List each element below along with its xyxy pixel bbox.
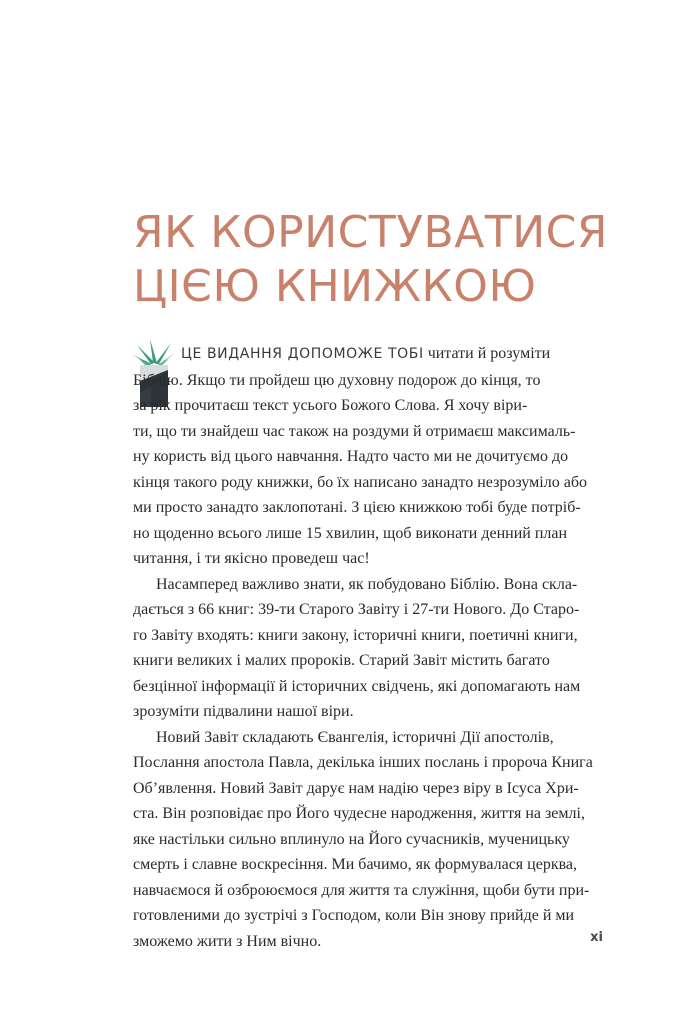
paragraph-line: книги великих і малих пророків. Старий Завіт містить багато [133, 652, 550, 669]
page-number: xi [590, 930, 603, 945]
paragraph-line: навчаємося й озброюємося для життя та служіння, щоби бути при- [133, 881, 590, 899]
paragraph-line: кінця такого роду книжки, бо їх написано занадто незрозуміло або [133, 473, 587, 491]
paragraph-line: дається з 66 книг: 39-ти Старого Завіту і 27-ти Нового. До Старо- [133, 601, 580, 618]
paragraph-line: Послання апостола Павла, декілька інших послань і пророча Книга [133, 754, 593, 771]
paragraph-line: Об’явлення. Новий Завіт дарує нам надію через віру в Ісуса Хри- [133, 779, 579, 797]
paragraph-1 [133, 341, 603, 572]
page-title [133, 206, 673, 314]
paragraph-line: го Завіту входять: книги закону, історичні книги, поетичні книги, [133, 626, 578, 644]
paragraph-line: зрозуміти підвалини нашої віри. [133, 703, 354, 720]
body-text [133, 341, 603, 954]
title-line-1: ЯК КОРИСТУВАТИСЯ [133, 207, 608, 258]
paragraph-line: ста. Він розповідає про Його чудесне народження, життя на землі, [133, 805, 585, 822]
paragraph-line: безцінної інформації й історичних свідчень, які допомагають нам [133, 677, 581, 695]
paragraph-line: ЦЕ ВИДАННЯ ДОПОМОЖЕ ТОБІ читати й розуміти [181, 345, 551, 362]
paragraph-2 [133, 572, 603, 725]
paragraph-line: смерть і славне воскресіння. Ми бачимо, як формувалася церква, [133, 856, 578, 873]
lead-in: ЦЕ ВИДАННЯ ДОПОМОЖЕ ТОБІ [181, 346, 424, 362]
paragraph-line: ну користь від цього навчання. Надто часто ми не дочитуємо до [133, 448, 569, 465]
paragraph-line: читання, і ти якісно проведеш час! [133, 550, 370, 567]
paragraph-line: Насамперед важливо знати, як побудовано Біблію. Вона скла- [156, 575, 578, 593]
paragraph-line: Біблію. Якщо ти пройдеш цю духовну подорож до кінця, то [133, 371, 541, 389]
paragraph-line: зможемо жити з Ним вічно. [133, 932, 322, 950]
paragraph-line: ми просто занадто заклопотані. З цією книжкою тобі буде потріб- [133, 499, 581, 516]
paragraph-line: готовленими до зустрічі з Господом, коли Він знову прийде й ми [133, 907, 575, 924]
paragraph-3 [133, 725, 603, 955]
paragraph-line: Новий Завіт складають Євангелія, історичні Дії апостолів, [156, 728, 554, 746]
title-line-2: ЦІЄЮ КНИЖКОЮ [133, 261, 537, 312]
paragraph-line: яке настільки сильно вплинуло на Його сучасників, мученицьку [133, 830, 570, 848]
paragraph-line: за рік прочитаєш текст усього Божого Слова. Я хочу віри- [133, 397, 528, 414]
paragraph-line: ти, що ти знайдеш час також на роздуми й отримаєш максималь- [133, 422, 576, 440]
paragraph-line: но щоденно всього лише 15 хвилин, щоб виконати денний план [133, 524, 568, 542]
